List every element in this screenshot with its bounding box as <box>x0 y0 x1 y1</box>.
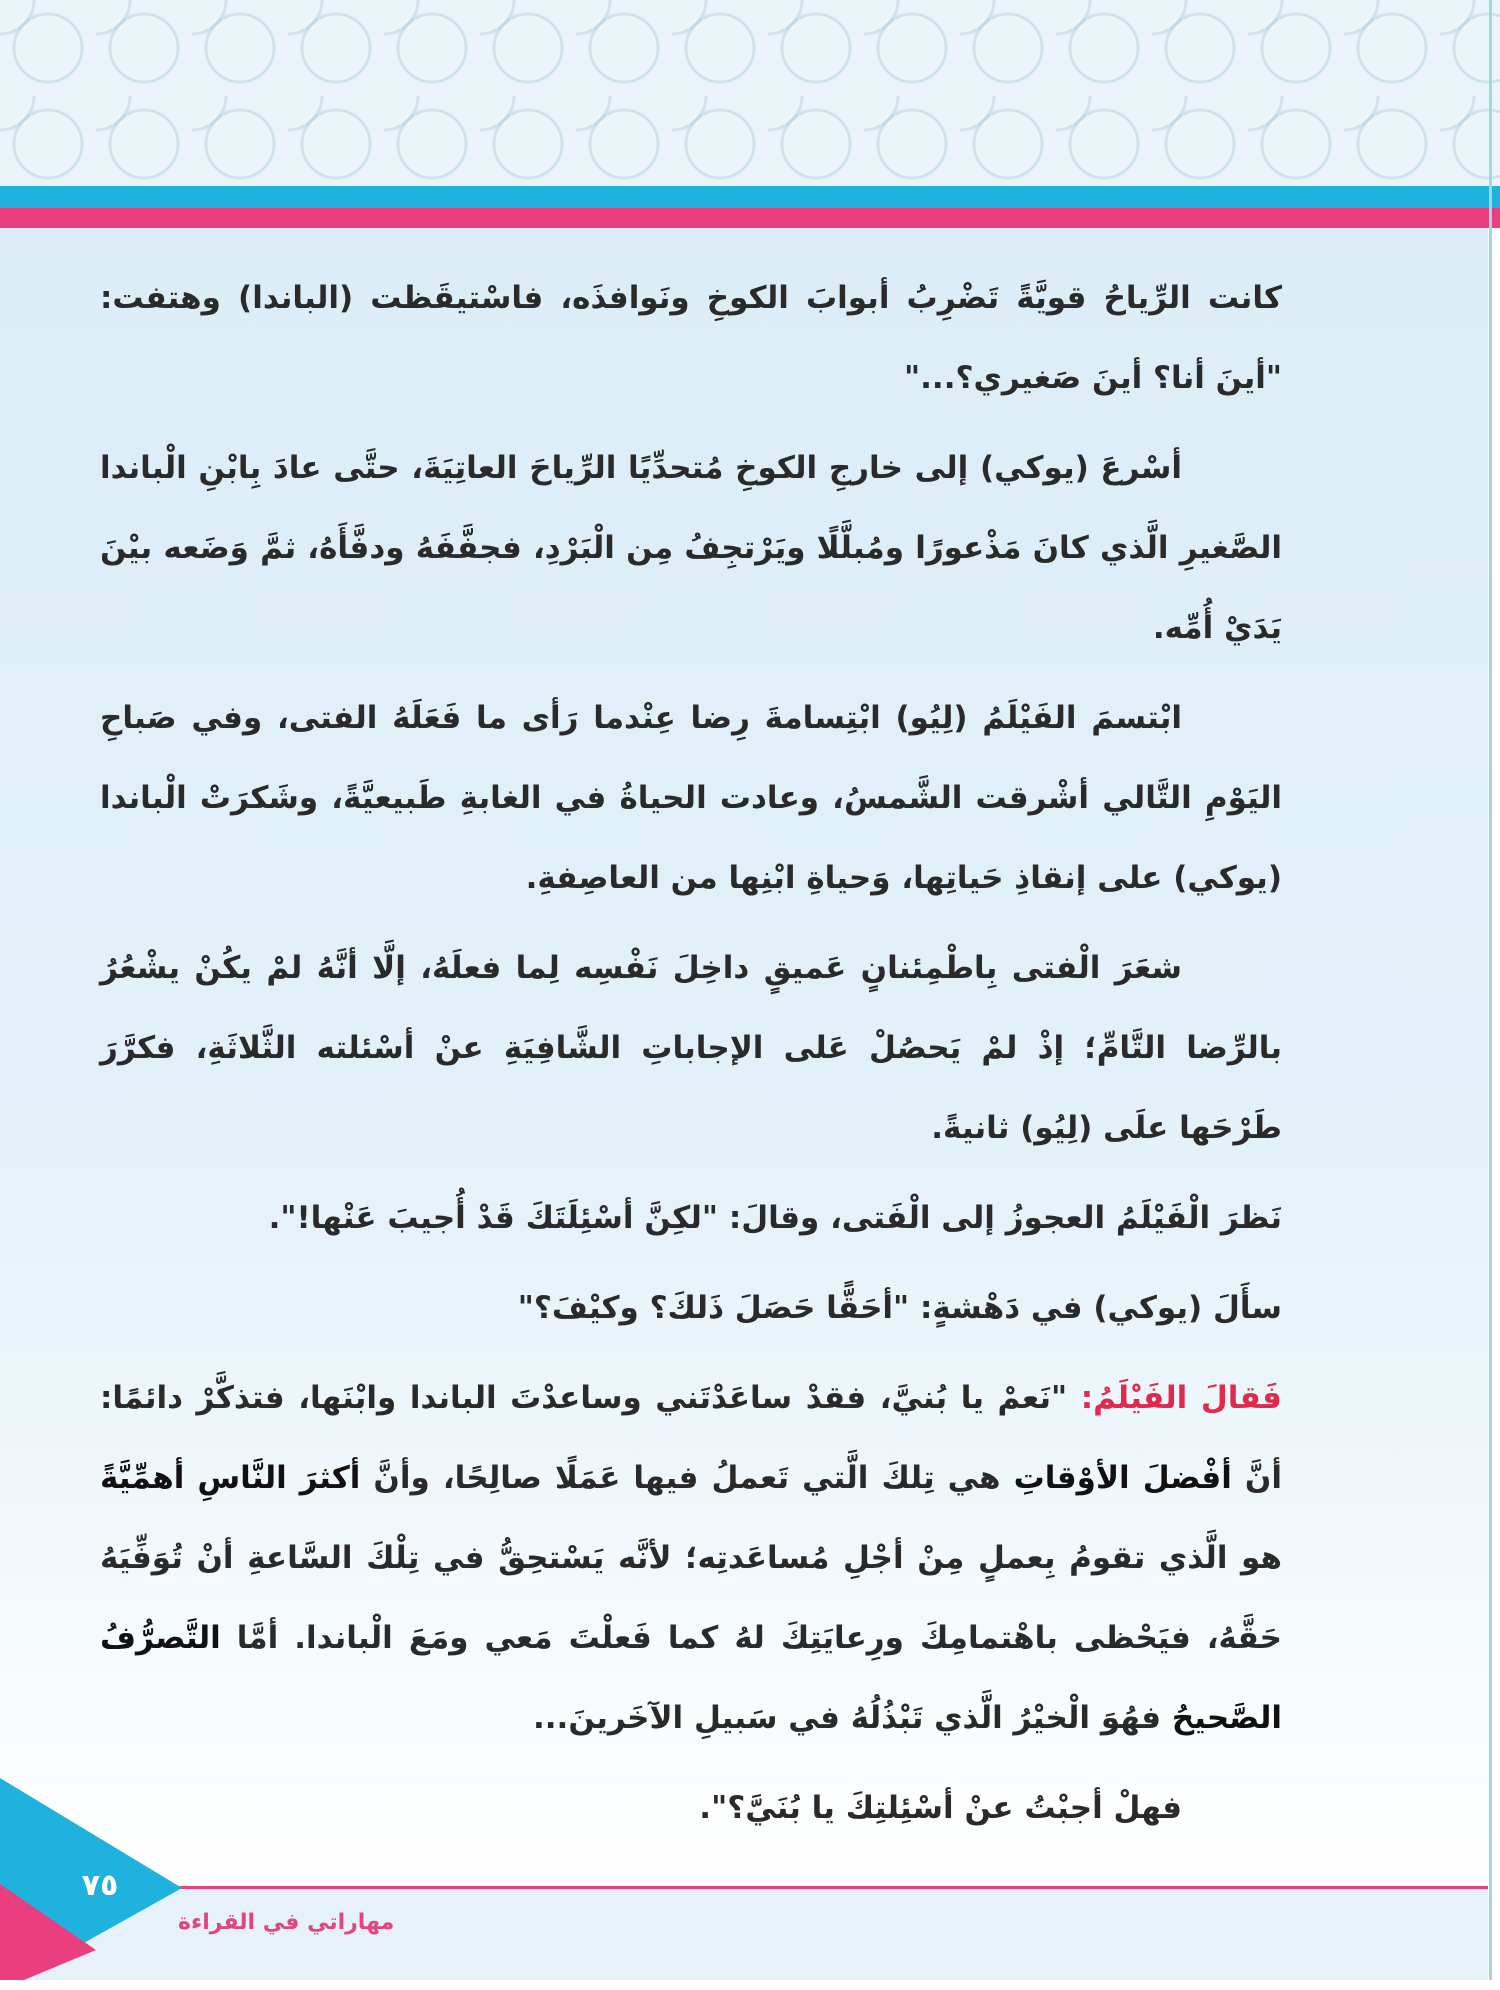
paragraph-8: فهلْ أجبْتُ عنْ أسْئِلتِكَ يا بُنَيَّ؟". <box>699 1790 1182 1826</box>
paragraph-7-emphasis-3: التَّصرُّفُ الصَّحيحُ <box>100 1620 1282 1736</box>
paragraph-5: نَظرَ الْفَيْلَمُ العجوزُ إلى الْفَتى، وقالَ: "لكِنَّ أسْئِلَتَكَ قَدْ أُجيبَ عَنْها!". <box>268 1200 1282 1236</box>
paragraph-7 <box>100 1358 1282 1758</box>
paragraph-3: ابْتسمَ الفَيْلَمُ (لِيُو) ابْتِسامةَ رِضا عِنْدما رَأى ما فَعَلَهُ الفتى، وفي صَباحِ اليَوْمِ التَّالي أشْرقت الشَّمسُ، وعادت الحياةُ في الغابةِ طَبيعيَّةً، وشَكرَتْ الْباندا (يوكي) على إنقاذِ حَياتِها، وَحياةِ ابْنِها من العاصِفةِ. <box>100 700 1282 896</box>
story-text <box>100 258 1282 1858</box>
paragraph-7-emphasis-2: أكثرَ النَّاسِ أهمِّيَّةً <box>100 1460 361 1496</box>
page-number: ٧٥ <box>81 1868 119 1903</box>
right-margin-rule <box>1489 0 1492 1990</box>
paragraph-4: شعَرَ الْفتى بِاطْمِئنانٍ عَميقٍ داخِلَ نَفْسِه لِما فعلَهُ، إلَّا أنَّهُ لمْ يكُنْ يشْعُرُ بالرِّضا التَّامِّ؛ إذْ لمْ يَحصُلْ عَلى الإجاباتِ الشَّافِيَةِ عنْ أسْئلته الثَّلاثَةِ، فكرَّرَ طَرْحَها علَى (لِيُو) ثانيةً. <box>100 950 1282 1146</box>
paragraph-7-emphasis-1: أفْضلَ الأوْقاتِ <box>1013 1460 1232 1496</box>
paragraph-7-run-e: هو الَّذي تقومُ بِعملٍ مِنْ أجْلِ مُساعَدتِه؛ لأنَّه يَسْتحِقُّ في تِلْكَ السَّاعةِ أنْ تُوَفِّيَهُ حَقَّهُ، فيَحْظى باهْتمامِكَ ورِعايَتِكَ لهُ كما فَعلْتَ مَعي ومَعَ الْباندا. أمَّا <box>100 1540 1282 1656</box>
book-title: مهاراتي في القراءة <box>178 1910 395 1935</box>
paragraph-7-run-c: هي تِلكَ الَّتي تَعملُ فيها عَمَلًا صالِحًا، وأنَّ <box>360 1460 1014 1496</box>
paragraph-2: أسْرعَ (يوكي) إلى خارجِ الكوخِ مُتحدِّيًا الرِّياحَ العاتِيَةَ، حتَّى عادَ بِابْنِ الْباندا الصَّغيرِ الَّذي كانَ مَذْعورًا ومُبلَّلًا ويَرْتجِفُ مِن الْبَرْدِ، فجفَّفَهُ ودفَّأَهُ، ثمَّ وَضَعه بيْنَ يَدَيْ أُمِّه. <box>100 450 1282 646</box>
paragraph-7-run-a: "نَعمْ يا بُنيَّ، فقدْ ساعَدْتَني وساعدْتَ الباندا وابْنَها، فتذكَّرْ دائمًا: أنَّ <box>100 1380 1282 1496</box>
paragraph-6: سأَلَ (يوكي) في دَهْشةٍ: "أحَقًّا حَصَلَ ذَلكَ؟ وكيْفَ؟" <box>517 1290 1282 1326</box>
bottom-edge <box>0 1980 1500 1990</box>
header-band-pink <box>0 208 1500 228</box>
paragraph-7-run-g: فهُوَ الْخيْرُ الَّذي تَبْذُلُهُ في سَبيلِ الآخَرينَ... <box>532 1700 1172 1736</box>
header-band-blue <box>0 186 1500 208</box>
speaker-label: فَقالَ الفَيْلَمُ: <box>1080 1380 1282 1416</box>
header-pattern <box>0 0 1500 186</box>
paragraph-1: كانت الرِّياحُ قويَّةً تَضْرِبُ أبوابَ الكوخِ ونَوافذَه، فاسْتيقَظت (الباندا) وهتفت: "أينَ أنا؟ أينَ صَغيري؟..." <box>100 280 1282 396</box>
